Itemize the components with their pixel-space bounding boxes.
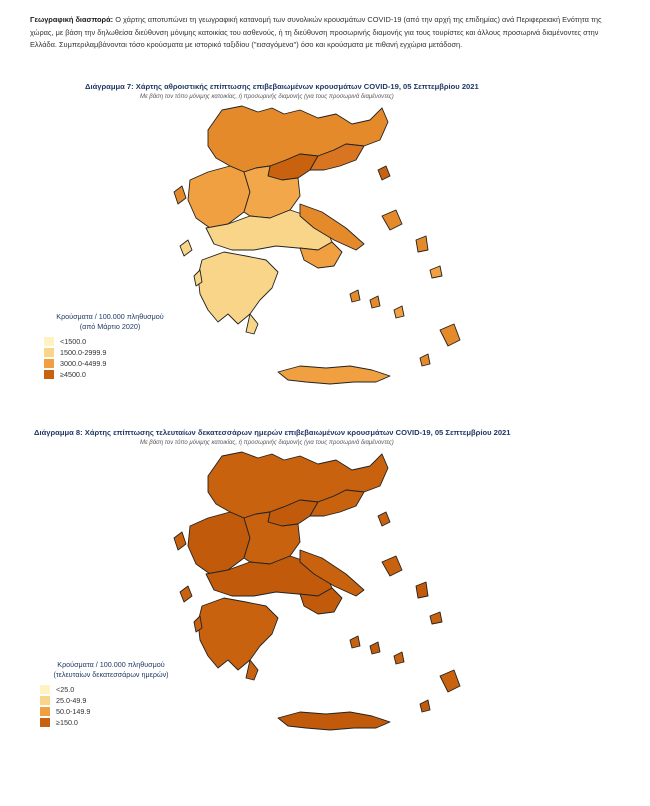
map1-legend [40, 312, 180, 380]
legend-swatch [40, 707, 50, 716]
legend-swatch [40, 696, 50, 705]
map1-legend-subtitle: (από Μάρτιο 2020) [79, 322, 141, 331]
intro-text: Ο χάρτης αποτυπώνει τη γεωγραφική κατανομή των συνολικών κρουσμάτων COVID-19 (από την αρχή της επιδημίας) ανά Περιφερειακή Ενότητα της χώρας, με βάση την δηλωθείσα διεύθυνση μόνιμης κατοικίας του ασθενούς, ή τη διεύθυνση προσωρινής διαμονής για τους τουρίστες και άλλους προσωρινά διαμένοντες στην Ελλάδα. Συμπεριλαμβάνονται τόσο κρούσματα με ιστορικό ταξιδίου ("εισαγόμενα") όσο και κρούσματα με πιθανή εγχώρια μετάδοση. [30, 15, 602, 50]
map1-legend-title: Κρούσματα / 100.000 πληθυσμού [56, 312, 164, 321]
map1-subtitle: Με βάση τον τόπο μόνιμης κατοικίας, ή προσωρινής διαμονής (για τους προσωρινά διαμένοντες) [140, 94, 394, 100]
intro-paragraph [30, 14, 622, 52]
legend-swatch [44, 348, 54, 357]
legend-swatch [40, 685, 50, 694]
intro-label: Γεωγραφική διασπορά: [30, 15, 114, 24]
map2-legend-item: <25.0 [40, 684, 186, 695]
map2-legend [36, 660, 186, 728]
map1-legend-item: <1500.0 [44, 336, 180, 347]
map1-legend-item: ≥4500.0 [44, 369, 180, 380]
map2-legend-item: 50.0-149.9 [40, 706, 186, 717]
legend-swatch [40, 718, 50, 727]
legend-swatch [44, 337, 54, 346]
legend-swatch [44, 359, 54, 368]
map2-legend-item: ≥150.0 [40, 717, 186, 728]
map2-title: Διάγραμμα 8: Χάρτης επίπτωσης τελευταίων δεκατεσσάρων ημερών επιβεβαιωμένων κρουσμάτων COVID-19, 05 Σεπτεμβρίου 2021 [34, 428, 511, 437]
map2-subtitle: Με βάση τον τόπο μόνιμης κατοικίας, ή προσωρινής διαμονής (για τους προσωρινά διαμένοντες) [140, 440, 394, 446]
map1-legend-item: 3000.0-4499.9 [44, 358, 180, 369]
map2-greece-choropleth [150, 446, 490, 746]
legend-swatch [44, 370, 54, 379]
map1-legend-item: 1500.0-2999.9 [44, 347, 180, 358]
map2-legend-title: Κρούσματα / 100.000 πληθυσμού [57, 660, 165, 669]
map1-title: Διάγραμμα 7: Χάρτης αθροιστικής επίπτωσης επιβεβαιωμένων κρουσμάτων COVID-19, 05 Σεπτεμβρίου 2021 [85, 82, 479, 91]
map1-greece-choropleth [150, 100, 490, 400]
map2-legend-item: 25.0-49.9 [40, 695, 186, 706]
map2-legend-subtitle: (τελευταίων δεκατεσσάρων ημερών) [53, 670, 169, 679]
